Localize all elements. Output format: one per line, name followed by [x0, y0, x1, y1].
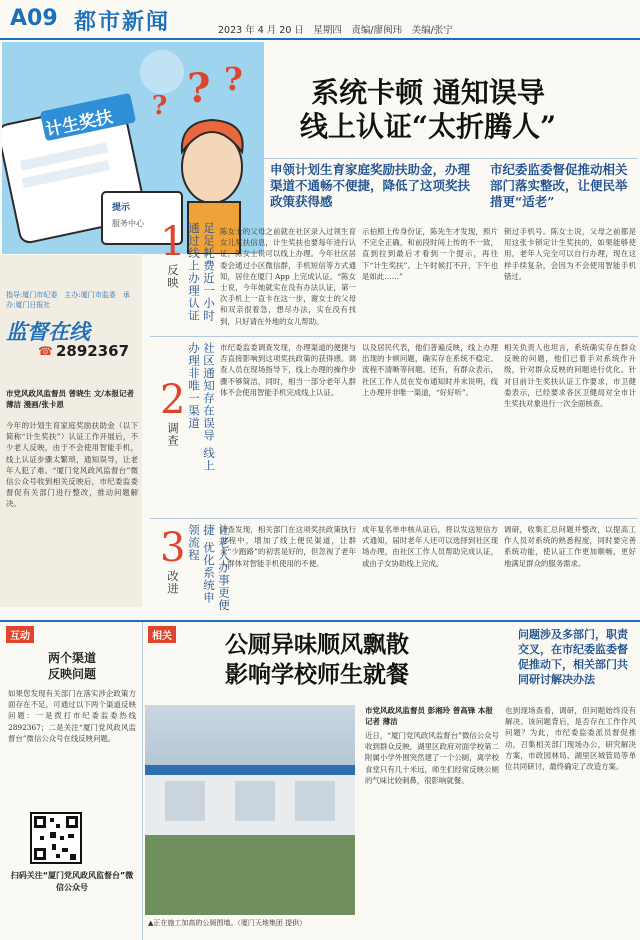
section3-label: 让老人办事更便捷 优化系统申领流程 — [187, 524, 231, 612]
section1-col1: 陈女士的父母之前就在社区录入过领生育女儿奖扶信息，计生奖扶也要每年进行认证，陈女士说可以线上办理。今年社区居委会通过小区微信群，手机短信等方式通知，居住在厦门 App 上完成认证。“陈女士说，今年她就实在没有办法认证，第一次手机上一直卡在这一步，谢女士的父母和双亲很着急，想尽办法，实在没有找到，只好请在外地的女儿帮助。 — [220, 227, 356, 326]
screen-text-1: 提示 — [112, 203, 131, 213]
section2-kind: 调查 — [166, 422, 180, 447]
section3-number: 3 — [160, 525, 186, 571]
section3-kind: 改进 — [166, 570, 180, 595]
section1-kind: 反映 — [166, 264, 180, 289]
sidebar-logo: 监督在线 — [6, 320, 90, 344]
interact-text: 如果您发现有关部门在落实涉企政策方面存在不足，可通过以下两个渠道反映问题：一是拨打市纪委监委热线 2892367；二是关注“厦门党风政风监督台”微信公众号在线反映问题。 — [8, 689, 136, 743]
related-deck: 问题涉及多部门，职责交叉，在市纪委监委督促推动下，相关部门共同研讨解决办法 — [518, 628, 628, 686]
section2-col2: 以及居民代表，他们普遍反映，线上办理出现的卡顿问题，确实存在系统不稳定、流程不清晰等问题。还有，有群众表示，社区工作人员在发布通知时并未说明，线上办理并非唯一渠道，“好好听”。 — [362, 343, 498, 397]
svg-text:?: ? — [187, 65, 211, 112]
related-tag: 相关 — [148, 626, 176, 643]
section2-label: 社区通知存在误导 线上办理非唯一渠道 — [187, 342, 216, 472]
svg-text:?: ? — [152, 91, 168, 121]
qr-code[interactable] — [30, 812, 82, 864]
qr-caption: 扫码关注“厦门党风政风监督台”微信公众号 — [10, 871, 134, 892]
interact-title — [6, 650, 138, 682]
related-title-line1: 公厕异味顺风飘散 — [225, 631, 409, 658]
qr-pattern — [32, 814, 80, 862]
section2-number: 2 — [160, 377, 186, 423]
related-headline — [225, 630, 409, 690]
sidebar-phone: 2892367 — [56, 342, 130, 360]
phone-icon: ☎ — [38, 344, 53, 358]
main-headline — [268, 76, 588, 144]
headline-line2: 线上认证“太折腾人” — [299, 110, 557, 143]
svg-text:?: ? — [224, 60, 243, 98]
related-byline: 市党风政风监督员 彭湘玲 曾高锋 本报记者 薄洁 — [365, 706, 493, 726]
photo-scene — [145, 705, 355, 915]
toilet-wall-photo — [145, 705, 355, 915]
deck-left: 申领计划生育家庭奖励扶助金，办理渠道不通畅不便捷，降低了这项奖扶政策获得感 — [270, 162, 471, 209]
related-col1: 近日，“厦门党风政风监督台”微信公众号收到群众反映，湖里区政府对面学校第二附属小学外围突然建了一个公厕，离学校食堂只有几十米远，师生们经常反映公厕的气味比较刺鼻，很影响就餐。 — [365, 731, 499, 785]
interact-title-line2: 反映问题 — [47, 667, 96, 681]
cartoon-drawing — [2, 42, 264, 254]
section1-label: 足足耗费近一小时 通过线上办理认证 — [187, 222, 216, 322]
divider — [262, 158, 638, 159]
interact-tag: 互动 — [6, 626, 34, 643]
section2-col3: 相关负责人也坦言，系统确实存在群众反映的问题，他们已着手对系统作升级，针对群众反映的问题进行优化。针对目前计生奖扶认证工作要求，市卫健委表示，已经要求各区卫健局对全市计生奖扶对象进行一次全面核查。 — [504, 343, 636, 409]
section2-col1: 市纪委监委调查发现，办理渠道的便捷与否直接影响到这项奖扶政策的获得感。调查人员在现场指导下，线上办理的操作步骤不够简洁，同时，相当一部分老年人群体不会使用智能手机完成线上认证。 — [220, 343, 356, 397]
sidebar-tags: 指导:厦门市纪委 主办:厦门市监委 承办:厦门日报社 — [6, 291, 130, 309]
deck-right: 市纪委监委督促推动相关部门落实整改，让便民举措更“适老” — [490, 162, 628, 209]
divider — [150, 518, 638, 519]
related-title-line2: 影响学校师生就餐 — [225, 661, 409, 688]
section3-col1: 调查发现，相关部门在这项奖扶政策执行过程中，增加了线上便民渠道，让群众“少跑路”的初衷是好的，但忽视了老年人群体对智能手机使用的不便。 — [220, 525, 356, 568]
section1-col2: 示拍照上传身份证，陈先生才发现，照片不完全正确，和前段时间上传的不一致，直到拉到最后才看到一个提示，再往下“计生奖扶”。上午时候打不开，下午也是如此……” — [362, 227, 498, 281]
sidebar-byline: 市党风政风监督员 曾晓生 文/本报记者 薄洁 漫画/张卡恩 — [6, 389, 134, 409]
page-number: A09 — [10, 6, 58, 31]
headline-line1: 系统卡顿 通知误导 — [311, 76, 545, 109]
interact-title-line1: 两个渠道 — [47, 651, 96, 665]
section1-col3: 锁过手机号。陈女士说，父母之前都是用这张卡锁定计生奖扶的，如果能够使用，老年人完全可以自行办理，现在这样手续复杂，会因为不会使用智能手机错过。 — [504, 227, 636, 281]
divider — [0, 620, 640, 622]
section3-col3: 调研，收集汇总问题并整改，以提高工作人员对系统的熟悉程度，同时要完善系统功能，使认证工作更加顺畅，更好地满足群众的服务需求。 — [504, 525, 636, 568]
related-col2: 也到现场查看，调研，但问题始终没有解决。该问题背后，是否存在工作作风问题？为此，市纪委监委派员督促推动，召集相关部门现场办公，研究解决方案，市政园林局、湖里区城管局等单位共同研讨，最终确定了改造方案。 — [505, 706, 636, 772]
divider — [142, 622, 143, 940]
section3-col2: 成年复名单申核从证后，将以发送短信方式通知，届时老年人还可以选择到社区现场办理，由社区工作人员帮助完成认证，或由子女协助线上完成。 — [362, 525, 498, 568]
cartoon-illustration — [2, 42, 264, 254]
screen-text-2: 服务中心 — [112, 219, 144, 228]
divider — [150, 336, 638, 337]
sign-text: 计生奖扶 — [43, 107, 115, 141]
photo-caption: ▲正在施工加高的公厕围墙。（厦门天地集团 提供） — [148, 919, 307, 927]
section-name: 都市新闻 — [74, 10, 171, 35]
header-meta: 2023 年 4 月 20 日 星期四 责编/廖闽玮 美编/张宁 — [218, 25, 453, 36]
section1-number: 1 — [160, 219, 186, 265]
sidebar-text: 今年的计划生育家庭奖励扶助金（以下简称“计生奖扶”）认证工作开展后，不少老人反映，由于不会使用智能手机，线上认证步骤太繁琐，通知误导，让老年人犯了难。“厦门党风政风监督台”微信公众号收到相关反映后，市纪委监委督促有关部门进行整改，推动问题解决。 — [6, 421, 138, 509]
